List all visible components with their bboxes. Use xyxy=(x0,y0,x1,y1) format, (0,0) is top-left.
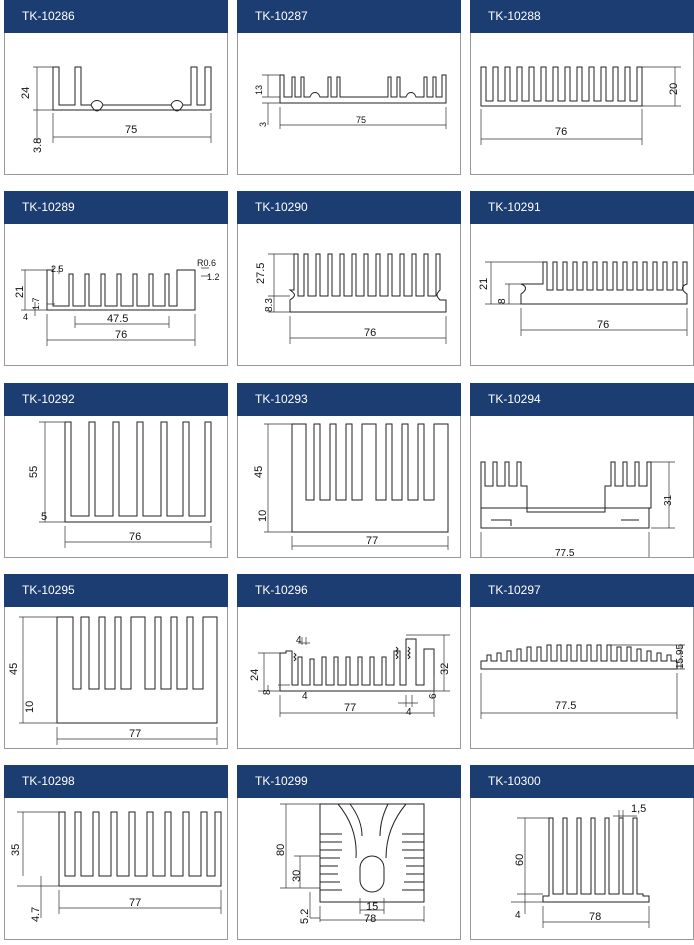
profile-drawing-box xyxy=(237,224,461,366)
profile-card-4 xyxy=(4,191,228,366)
dimension-label: 60 xyxy=(514,853,526,866)
dimension-label: 24 xyxy=(20,86,32,99)
dimension-label: 3.8 xyxy=(32,137,44,153)
profile-card-11 xyxy=(237,574,461,749)
profile-title: TK-10287 xyxy=(237,0,461,33)
profile-title: TK-10286 xyxy=(4,0,228,33)
profile-drawing-tk-10296 xyxy=(238,607,461,749)
profile-title: TK-10299 xyxy=(237,765,461,798)
profile-drawing-box xyxy=(237,798,461,940)
profile-drawing-box xyxy=(237,416,461,558)
dimension-label: 8 xyxy=(497,298,508,304)
dimension-label: 24 xyxy=(249,668,261,681)
dimension-label: 76 xyxy=(597,319,610,331)
profile-card-10 xyxy=(4,574,228,749)
profile-drawing-box xyxy=(4,224,228,366)
profile-title: TK-10293 xyxy=(237,383,461,416)
dimension-label: 1.2 xyxy=(207,272,220,282)
dimension-label: 80 xyxy=(275,843,287,856)
profile-title: TK-10294 xyxy=(470,383,694,416)
profile-card-9 xyxy=(470,383,694,558)
profile-drawing-tk-10298 xyxy=(5,798,228,940)
dimension-label: 1,5 xyxy=(631,803,647,815)
profile-drawing-tk-10287 xyxy=(238,33,461,175)
dimension-label: 30 xyxy=(291,869,303,882)
dimension-label: 76 xyxy=(129,531,142,543)
dimension-label: 76 xyxy=(115,329,128,341)
profile-title: TK-10291 xyxy=(470,191,694,224)
profile-drawing-box xyxy=(237,33,461,175)
profile-title: TK-10292 xyxy=(4,383,228,416)
dimension-label: 77.5 xyxy=(555,700,577,712)
dimension-label: 76 xyxy=(555,126,568,138)
profile-drawing-tk-10297 xyxy=(471,607,694,749)
dimension-label: 77 xyxy=(344,702,357,714)
dimension-label: 5 xyxy=(41,511,48,523)
profile-drawing-tk-10299 xyxy=(238,798,461,940)
dimension-label: 77.5 xyxy=(555,548,575,558)
profile-drawing-box xyxy=(237,607,461,749)
profile-card-8 xyxy=(237,383,461,558)
dimension-label: 76 xyxy=(364,327,377,339)
dimension-label: 47.5 xyxy=(107,313,129,325)
dimension-label: 2.5 xyxy=(51,264,64,274)
profile-card-2 xyxy=(237,0,461,175)
dimension-label: 3 xyxy=(258,121,268,127)
profile-card-13 xyxy=(4,765,228,940)
dimension-label: 78 xyxy=(364,913,377,925)
dimension-label: 1.7 xyxy=(31,297,41,310)
dimension-label: 27.5 xyxy=(255,262,267,284)
dimension-label: 15 xyxy=(366,901,379,913)
dimension-label: 75 xyxy=(356,115,367,125)
profile-title: TK-10289 xyxy=(4,191,228,224)
profile-drawing-box xyxy=(4,607,228,749)
dimension-label: 4 xyxy=(296,635,302,646)
dimension-label: R0.6 xyxy=(197,258,217,268)
profile-drawing-box xyxy=(470,607,694,749)
profile-drawing-tk-10293 xyxy=(238,416,461,558)
profile-drawing-tk-10286 xyxy=(5,33,228,175)
dimension-label: 10 xyxy=(24,700,36,713)
dimension-label: 78 xyxy=(589,911,602,923)
dimension-label: 4.7 xyxy=(30,906,42,922)
profile-drawing-box xyxy=(4,798,228,940)
dimension-label: 8 xyxy=(262,689,273,695)
dimension-label: 5.2 xyxy=(299,908,311,924)
dimension-label: 4 xyxy=(515,910,521,921)
dimension-label: 55 xyxy=(28,465,40,478)
profile-card-7 xyxy=(4,383,228,558)
profile-drawing-tk-10292 xyxy=(5,416,228,558)
dimension-label: 75 xyxy=(125,124,138,136)
profile-drawing-tk-10288 xyxy=(471,33,694,175)
dimension-label: 77 xyxy=(129,897,142,909)
profile-card-5 xyxy=(237,191,461,366)
profile-title: TK-10297 xyxy=(470,574,694,607)
profile-title: TK-10300 xyxy=(470,765,694,798)
profile-drawing-tk-10295 xyxy=(5,607,228,749)
dimension-label: 21 xyxy=(478,277,490,290)
profile-drawing-tk-10290 xyxy=(238,224,461,366)
dimension-label: 4 xyxy=(406,707,412,718)
dimension-label: 10 xyxy=(257,509,269,522)
profile-drawing-box xyxy=(4,33,228,175)
dimension-label: 77 xyxy=(366,535,379,547)
profile-title: TK-10296 xyxy=(237,574,461,607)
dimension-label: 4 xyxy=(302,691,308,702)
dimension-label: 8.3 xyxy=(264,298,275,312)
profile-title: TK-10288 xyxy=(470,0,694,33)
profile-drawing-tk-10289 xyxy=(5,224,228,366)
dimension-label: 32 xyxy=(439,662,451,675)
profile-drawing-box xyxy=(470,798,694,940)
dimension-label: 77 xyxy=(129,728,142,740)
profile-card-12 xyxy=(470,574,694,749)
profile-drawing-tk-10294 xyxy=(471,416,694,558)
profile-title: TK-10290 xyxy=(237,191,461,224)
dimension-label: 13 xyxy=(254,84,264,95)
dimension-label: 15.95 xyxy=(675,643,686,669)
profile-title: TK-10295 xyxy=(4,574,228,607)
profile-drawing-tk-10300 xyxy=(471,798,694,940)
profile-title: TK-10298 xyxy=(4,765,228,798)
profile-card-14 xyxy=(237,765,461,940)
dimension-label: 20 xyxy=(668,82,680,95)
profile-card-15 xyxy=(470,765,694,940)
profile-card-6 xyxy=(470,191,694,366)
dimension-label: 45 xyxy=(8,662,20,675)
profile-drawing-box xyxy=(4,416,228,558)
profile-drawing-box xyxy=(470,33,694,175)
dimension-label: 6 xyxy=(428,693,439,699)
dimension-label: 45 xyxy=(253,465,265,478)
dimension-label: 21 xyxy=(14,285,26,298)
dimension-label: 4 xyxy=(23,312,29,322)
profile-drawing-box xyxy=(470,416,694,558)
dimension-label: 31 xyxy=(663,494,674,506)
profile-drawing-box xyxy=(470,224,694,366)
profile-drawing-tk-10291 xyxy=(471,224,694,366)
profile-card-3 xyxy=(470,0,694,175)
profile-card-1 xyxy=(4,0,228,175)
dimension-label: 35 xyxy=(10,843,22,856)
